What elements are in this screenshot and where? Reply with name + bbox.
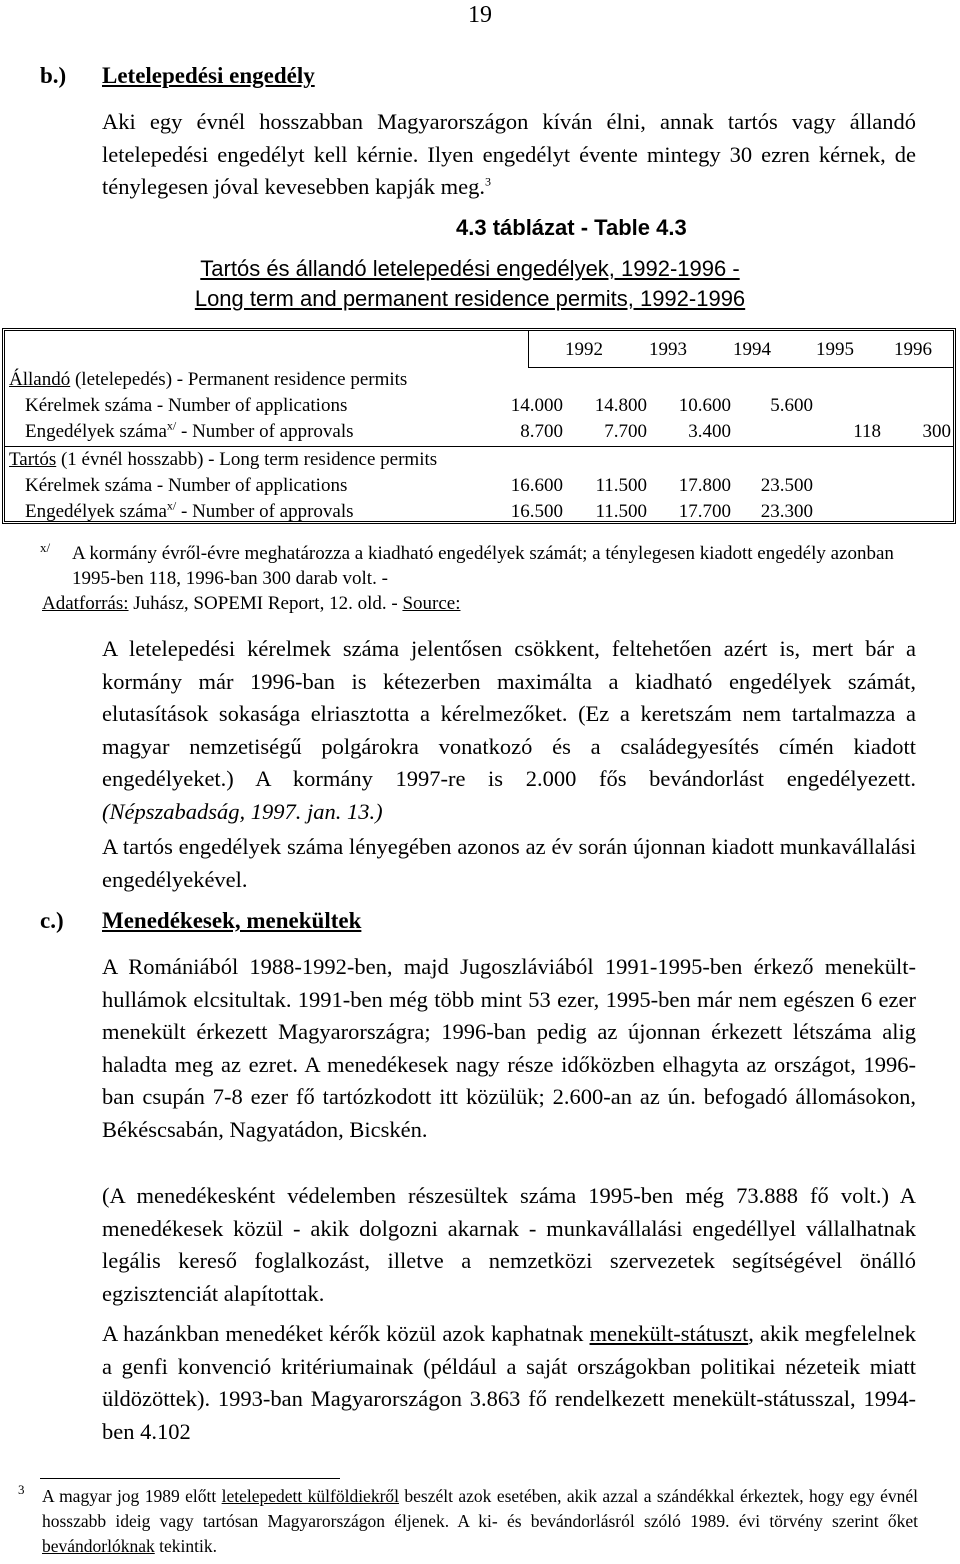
table-title-en: Long term and permanent residence permits, 1992-1996: [194, 286, 746, 311]
table-cell: 16.500: [510, 501, 563, 522]
table-cell: 14.800: [594, 395, 647, 416]
footnote-3: [42, 1484, 918, 1559]
year-header: 1995: [816, 339, 854, 360]
table-cell: 16.600: [510, 475, 563, 496]
year-header: 1994: [733, 339, 771, 360]
term-underlined: bevándorlóknak: [42, 1536, 155, 1556]
section-c-letter: c.): [40, 908, 64, 933]
table-cell: 7.700: [604, 421, 647, 442]
table-cell: 10.600: [678, 395, 731, 416]
intro-text: Aki egy évnél hosszabban Magyarországon kíván élni, annak tartós vagy állandó letelepedési engedélyt kell kérnie. Ilyen engedélyt évente mintegy 30 ezren kérnek, de ténylegesen jóval kevesebben kapják meg.: [102, 109, 916, 199]
term-underlined: letelepedett külföldiekről: [221, 1486, 400, 1506]
citation: (Népszabadság, 1997. jan. 13.): [102, 798, 383, 824]
page-number: 19: [468, 2, 492, 28]
paragraph-2: A tartós engedélyek száma lényegében azonos az év során újonnan kiadott munkavállalási engedélyekével.: [102, 834, 916, 892]
table-cell: 23.300: [760, 501, 813, 522]
table-cell: 8.700: [520, 421, 563, 442]
year-header: 1996: [894, 339, 932, 360]
section-b-intro: [102, 106, 916, 204]
refugee-status-term: menekült-státuszt: [589, 1321, 749, 1346]
text-part: tekintik.: [154, 1536, 217, 1556]
group-title-longterm: Tartós (1 évnél hosszabb) - Long term residence permits: [9, 449, 438, 470]
group-keyword: Tartós: [9, 449, 57, 470]
group-title-permanent: Állandó (letelepedés) - Permanent residence permits: [9, 369, 408, 390]
table-cell: 17.800: [678, 475, 731, 496]
table-cell: 11.500: [595, 501, 647, 522]
row-label-approvals: [25, 498, 354, 523]
paragraph-1: [102, 633, 916, 828]
section-c-paragraph-1: A Romániából 1988-1992-ben, majd Jugoszláviából 1991-1995-ben érkező menekült-hullámok elcsitultak. 1991-ben még több mint 53 ezer, 1995-ben már nem egészen 6 ezer menekült érkezett Magyarországra; 1996-ban pedig az újonnan érkezett létszáma alig haladta meg az ezret. A menedékesek nagy része időközben elhagyta az országot, 1996-ban csupán 7-8 ezer fő tartózkodott itt közülük; 2.600-an az ún. befogadó állomásokon, Békéscsabán, Nagyatádon, Bicskén.: [102, 954, 916, 1142]
section-b-title: Letelepedési engedély: [102, 63, 315, 88]
label-part: Engedélyek száma: [25, 501, 167, 522]
permits-table: [2, 328, 956, 524]
text-part: beszélt azok esetében, akik azzal a szándékkal érkeztek, hogy egy évnél hosszabb ideig vagy tartósan Magyarországon éljenek. A ki- és bevándorlásról szóló 1989. évi törvény szerint őket: [42, 1486, 918, 1531]
source-text: Juhász, SOPEMI Report, 12. old. -: [128, 593, 403, 614]
footnote-3-mark: 3: [18, 1482, 25, 1497]
table-footnote: A kormány évről-évre meghatározza a kiadható engedélyek számát; a ténylegesen kiadott engedély azonban 1995-ben 118, 1996-ban 300 darab volt. -: [72, 543, 894, 589]
footnote-ref-x: x/: [166, 418, 177, 433]
row-label-applications: Kérelmek száma - Number of applications: [25, 475, 348, 496]
group-keyword: Állandó: [9, 369, 71, 390]
footnote-ref-3[interactable]: 3: [484, 174, 491, 189]
text-part: A magyar jog 1989 előtt: [42, 1486, 222, 1506]
table-cell: 5.600: [770, 395, 813, 416]
table-cell: 11.500: [595, 475, 647, 496]
header-border: [528, 331, 529, 367]
table-title-hu: Tartós és állandó letelepedési engedélyek, 1992-1996 -: [200, 256, 740, 281]
row-label-approvals: [25, 418, 354, 443]
paragraph-1-text: A letelepedési kérelmek száma jelentősen csökkent, feltehetően azért is, mert bár a kormány már 1996-ban is kétezerben maximálta a kiadható engedélyek számát, elutasítások sokasága elriasztotta a kérelmezőket. (Ez a keretszám nem tartalmazza a magyar nemzetiségű polgárokra vonatkozó és a családegyesítés címén kiadott engedélyeket.) A kormány 1997-re is 2.000 fős bevándorlást engedélyezett.: [102, 636, 916, 791]
source-label: Adatforrás:: [42, 593, 129, 614]
text-part: A hazánkban menedéket kérők közül azok kaphatnak: [102, 1321, 590, 1346]
source-label-en: Source:: [402, 593, 461, 614]
table-number: 4.3 táblázat - Table 4.3: [456, 215, 687, 240]
footnote-ref-x: x/: [166, 498, 177, 513]
year-header: 1992: [565, 339, 603, 360]
section-c-title: Menedékesek, menekültek: [102, 908, 362, 933]
table-footnote-mark: x/: [40, 540, 51, 555]
table-cell: 3.400: [688, 421, 731, 442]
section-b-letter: b.): [40, 63, 67, 88]
year-header: 1993: [649, 339, 687, 360]
text-part: , akik megfelelnek a genfi konvenció kritériumainak (például a saját országokban politikai nézeteik miatt üldözöttek). 1993-ban Magyarországon 3.863 fő rendelkezett menekült-státusszal, 1994-ben 4.102: [102, 1321, 916, 1444]
table-cell: 118: [853, 421, 881, 442]
table-source: [42, 593, 460, 615]
row-label-applications: Kérelmek száma - Number of applications: [25, 395, 348, 416]
label-part: - Number of approvals: [176, 501, 354, 522]
footnote-separator: [40, 1478, 340, 1479]
group-divider: [5, 446, 953, 447]
section-c-paragraph-3: [102, 1318, 916, 1448]
header-divider: [528, 367, 953, 368]
table-cell: 23.500: [760, 475, 813, 496]
label-part: Engedélyek száma: [25, 421, 167, 442]
table-cell: 300: [922, 421, 951, 442]
label-part: - Number of approvals: [176, 421, 354, 442]
section-c-paragraph-2: (A menedékesként védelemben részesültek száma 1995-ben még 73.888 fő volt.) A menedékesek közül - akik dolgozni akarnak - munkavállalási engedéllyel vállalhatnak legális kereső foglalkozást, illetve a nemzetközi szervezetek segítségével önálló egzisztenciát alapítottak.: [102, 1183, 916, 1306]
table-title: [150, 254, 790, 314]
table-cell: 17.700: [678, 501, 731, 522]
table-cell: 14.000: [510, 395, 563, 416]
